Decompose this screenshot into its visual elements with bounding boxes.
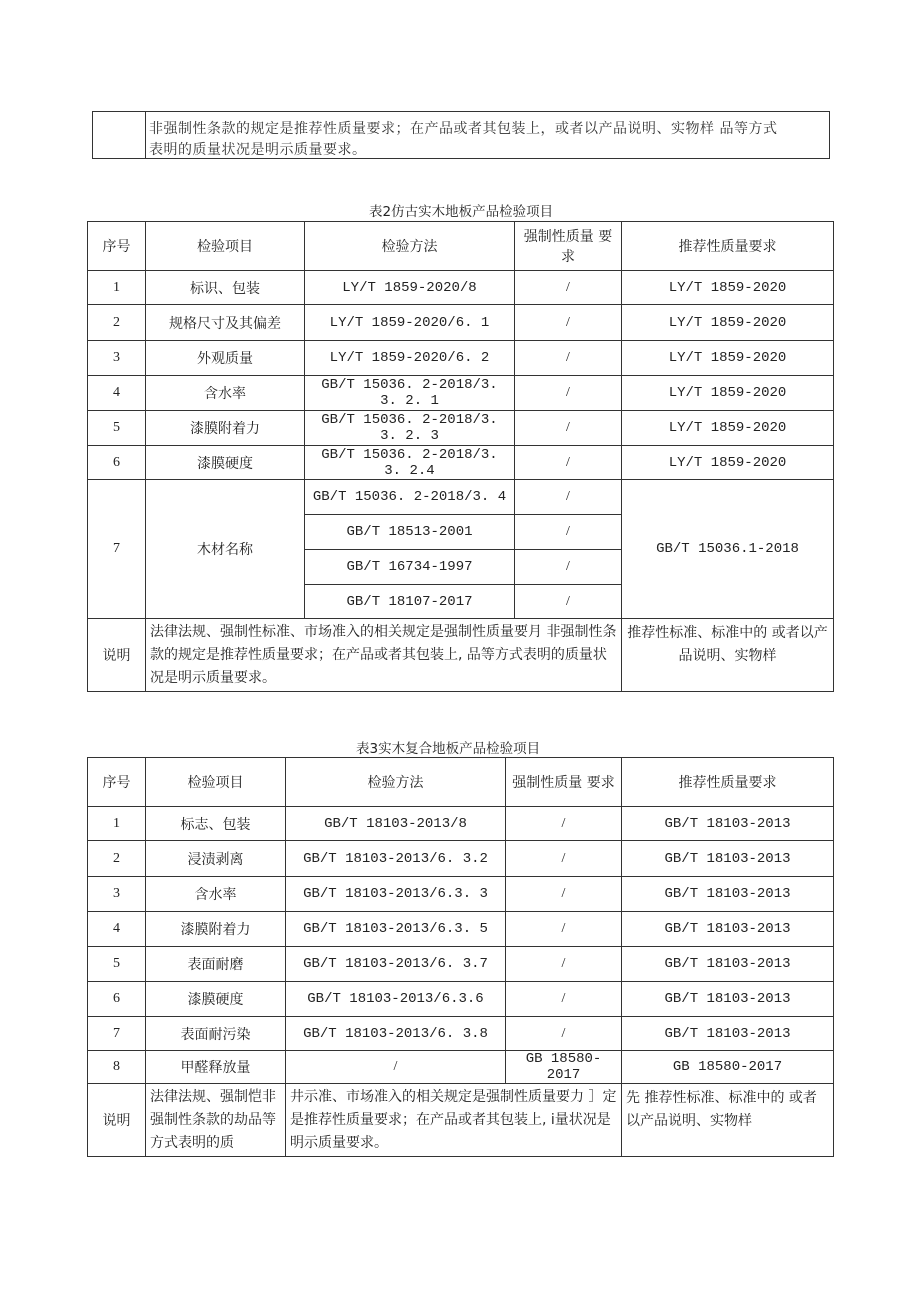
row-recommended: GB/T 18103-2013	[622, 841, 834, 877]
row-method: GB/T 18103-2013/6.3. 5	[286, 912, 506, 947]
note-col1: 法律法规、强制恺非强制性条款的劫品等方式表明的质	[146, 1084, 286, 1157]
row-method: GB/T 15036. 2-2018/3. 3. 2. 1	[305, 376, 515, 411]
table-row	[88, 480, 834, 515]
table3-note-row	[88, 1084, 834, 1157]
row-mandatory: /	[506, 947, 622, 982]
row-no: 2	[88, 305, 146, 341]
row-item: 漆膜附着力	[146, 411, 305, 446]
table2-note-row	[88, 619, 834, 692]
note-label: 说明	[88, 1084, 146, 1157]
table-row	[88, 877, 834, 912]
fragment-line-1: 非强制性条款的规定是推荐性质量要求；在产品或者其包装上，或者以产品说明、实物样 品等方式	[149, 121, 778, 137]
table-row	[88, 446, 834, 480]
row-item: 含水率	[146, 877, 286, 912]
row-mandatory: /	[506, 1017, 622, 1051]
row-method: GB/T 18103-2013/6.3. 3	[286, 877, 506, 912]
header-cell: 检验方法	[286, 758, 506, 807]
table3-caption: 表3实木复合地板产品检验项目	[356, 741, 541, 757]
header-cell: 检验项目	[146, 222, 305, 271]
row-no: 2	[88, 841, 146, 877]
table-row	[88, 807, 834, 841]
row-mandatory: GB 18580-2017	[506, 1051, 622, 1084]
row-no: 5	[88, 947, 146, 982]
row-item: 漆膜硬度	[146, 982, 286, 1017]
row-recommended: GB/T 18103-2013	[622, 982, 834, 1017]
row-mandatory: /	[515, 480, 622, 515]
row-no: 8	[88, 1051, 146, 1084]
note-right: 推荐性标准、标准中的 或者以产品说明、实物样	[622, 619, 834, 692]
row-recommended: LY/T 1859-2020	[622, 446, 834, 480]
row-method: GB/T 18103-2013/8	[286, 807, 506, 841]
row-recommended: GB/T 18103-2013	[622, 1017, 834, 1051]
row-item: 表面耐磨	[146, 947, 286, 982]
table-row	[88, 305, 834, 341]
header-cell: 序号	[88, 758, 146, 807]
row-no: 1	[88, 807, 146, 841]
previous-table-fragment	[92, 111, 830, 159]
header-cell: 序号	[88, 222, 146, 271]
table3-header-row	[88, 758, 834, 807]
row-recommended: GB/T 15036.1-2018	[622, 480, 834, 619]
header-cell: 检验方法	[305, 222, 515, 271]
row-no: 4	[88, 376, 146, 411]
row-no: 5	[88, 411, 146, 446]
row-mandatory: /	[506, 912, 622, 947]
row-method: GB/T 18103-2013/6. 3.8	[286, 1017, 506, 1051]
table-row	[88, 1017, 834, 1051]
row-method: GB/T 18107-2017	[305, 585, 515, 619]
row-method: GB/T 18103-2013/6. 3.7	[286, 947, 506, 982]
row-method: GB/T 18513-2001	[305, 515, 515, 550]
row-no: 6	[88, 982, 146, 1017]
row-item: 甲醛释放量	[146, 1051, 286, 1084]
row-recommended: LY/T 1859-2020	[622, 411, 834, 446]
row-item: 浸渍剥离	[146, 841, 286, 877]
note-col3: 先 推荐性标准、标准中的 或者以产品说明、实物样	[622, 1084, 834, 1157]
table2-caption: 表2仿古实木地板产品检验项目	[369, 204, 554, 220]
row-method: GB/T 18103-2013/6.3.6	[286, 982, 506, 1017]
row-mandatory: /	[515, 271, 622, 305]
row-mandatory: /	[506, 841, 622, 877]
table-row	[88, 982, 834, 1017]
row-mandatory: /	[515, 376, 622, 411]
row-recommended: GB 18580-2017	[622, 1051, 834, 1084]
row-no: 6	[88, 446, 146, 480]
row-item: 标志、包装	[146, 807, 286, 841]
row-method: LY/T 1859-2020/6. 2	[305, 341, 515, 376]
row-recommended: LY/T 1859-2020	[622, 271, 834, 305]
table-row	[88, 271, 834, 305]
table2-header-row	[88, 222, 834, 271]
note-col2: 井示准、市场准入的相关规定是强制性质量要力 ］定是推荐性质量要求；在产品或者其包装上, i量状况是明示质量要求。	[286, 1084, 622, 1157]
row-mandatory: /	[515, 411, 622, 446]
note-left: 法律法规、强制性标准、市场准入的相关规定是强制性质量要月 非强制性条款的规定是推荐性质量要求；在产品或者其包装上, 品等方式表明的质量状况是明示质量要求。	[146, 619, 622, 692]
table-row	[88, 1051, 834, 1084]
row-item: 漆膜硬度	[146, 446, 305, 480]
fragment-line-2: 表明的质量状况是明示质量要求。	[149, 142, 367, 158]
table2	[87, 221, 834, 692]
row-recommended: GB/T 18103-2013	[622, 912, 834, 947]
row-no: 7	[88, 1017, 146, 1051]
header-cell: 推荐性质量要求	[622, 222, 834, 271]
row-mandatory: /	[515, 550, 622, 585]
row-item: 外观质量	[146, 341, 305, 376]
row-item: 含水率	[146, 376, 305, 411]
header-cell: 推荐性质量要求	[622, 758, 834, 807]
row-method: /	[286, 1051, 506, 1084]
row-method: LY/T 1859-2020/6. 1	[305, 305, 515, 341]
header-cell: 强制性质量 要求	[515, 222, 622, 271]
table-row	[88, 841, 834, 877]
row-recommended: LY/T 1859-2020	[622, 376, 834, 411]
row-mandatory: /	[506, 877, 622, 912]
row-recommended: LY/T 1859-2020	[622, 305, 834, 341]
note-label: 说明	[88, 619, 146, 692]
row-method: LY/T 1859-2020/8	[305, 271, 515, 305]
row-method: GB/T 15036. 2-2018/3. 3. 2. 3	[305, 411, 515, 446]
row-mandatory: /	[515, 446, 622, 480]
table3	[87, 757, 834, 1157]
row-no: 4	[88, 912, 146, 947]
table-row	[88, 912, 834, 947]
row-recommended: LY/T 1859-2020	[622, 341, 834, 376]
header-cell: 强制性质量 要求	[506, 758, 622, 807]
row-method: GB/T 16734-1997	[305, 550, 515, 585]
table-row	[88, 411, 834, 446]
table-row	[88, 947, 834, 982]
row-item: 木材名称	[146, 480, 305, 619]
row-no: 3	[88, 341, 146, 376]
row-mandatory: /	[515, 515, 622, 550]
row-recommended: GB/T 18103-2013	[622, 947, 834, 982]
row-mandatory: /	[515, 585, 622, 619]
row-mandatory: /	[506, 807, 622, 841]
row-mandatory: /	[515, 341, 622, 376]
fragment-empty-cell	[93, 112, 146, 158]
row-no: 1	[88, 271, 146, 305]
row-method: GB/T 15036. 2-2018/3. 3. 2.4	[305, 446, 515, 480]
row-no: 7	[88, 480, 146, 619]
table-row	[88, 341, 834, 376]
row-recommended: GB/T 18103-2013	[622, 877, 834, 912]
row-no: 3	[88, 877, 146, 912]
row-method: GB/T 18103-2013/6. 3.2	[286, 841, 506, 877]
row-recommended: GB/T 18103-2013	[622, 807, 834, 841]
row-mandatory: /	[506, 982, 622, 1017]
row-item: 规格尺寸及其偏差	[146, 305, 305, 341]
row-item: 漆膜附着力	[146, 912, 286, 947]
table-row	[88, 376, 834, 411]
header-cell: 检验项目	[146, 758, 286, 807]
row-method: GB/T 15036. 2-2018/3. 4	[305, 480, 515, 515]
row-item: 表面耐污染	[146, 1017, 286, 1051]
row-mandatory: /	[515, 305, 622, 341]
row-item: 标识、包装	[146, 271, 305, 305]
